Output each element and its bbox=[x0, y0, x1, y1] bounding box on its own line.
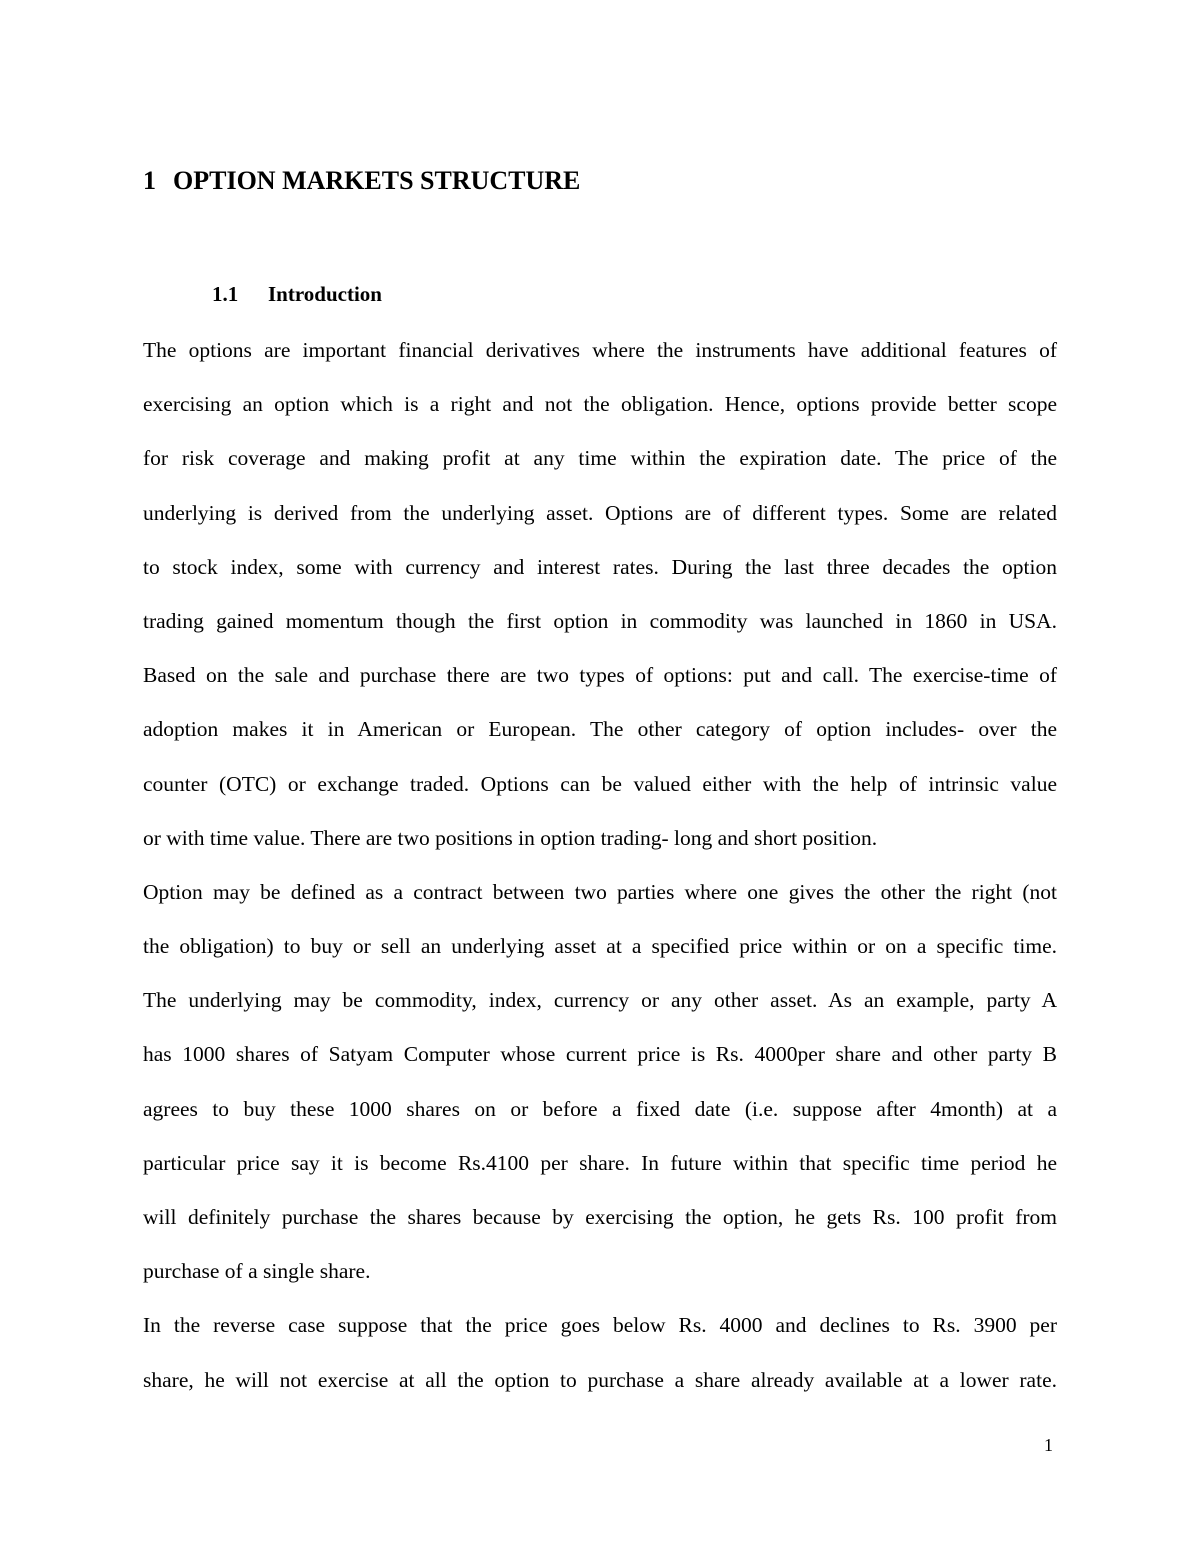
text-line: or with time value. There are two positions in option trading- long and short position. bbox=[143, 825, 878, 850]
text-line: exercising an option which is a right and not the obligation. Hence, options provide better scope bbox=[143, 392, 1057, 417]
section-heading bbox=[212, 279, 382, 309]
text-line: share, he will not exercise at all the option to purchase a share already available at a lower rate. bbox=[143, 1367, 1057, 1392]
text-line: will definitely purchase the shares because by exercising the option, he gets Rs. 100 profit from bbox=[143, 1205, 1057, 1229]
text-line: to stock index, some with currency and interest rates. During the last three decades the option bbox=[143, 554, 1057, 579]
section-number: 1.1 bbox=[212, 282, 239, 306]
chapter-heading bbox=[143, 164, 580, 198]
text-line: for risk coverage and making profit at any time within the expiration date. The price of the bbox=[143, 446, 1057, 471]
chapter-number: 1 bbox=[143, 166, 156, 195]
body-text bbox=[143, 330, 1057, 1414]
text-line: adoption makes it in American or European. The other category of option includes- over the bbox=[143, 717, 1057, 742]
page-number: 1 bbox=[1044, 1435, 1053, 1455]
text-line: The underlying may be commodity, index, currency or any other asset. As an example, party A bbox=[143, 988, 1057, 1013]
text-line: particular price say it is become Rs.4100 per share. In future within that specific time period he bbox=[143, 1150, 1057, 1175]
chapter-title: OPTION MARKETS STRUCTURE bbox=[173, 166, 581, 195]
text-line: Based on the sale and purchase there are two types of options: put and call. The exercise-time of bbox=[143, 663, 1057, 688]
text-line: trading gained momentum though the first option in commodity was launched in 1860 in USA. bbox=[143, 608, 1057, 633]
text-line: has 1000 shares of Satyam Computer whose current price is Rs. 4000per share and other party B bbox=[143, 1042, 1057, 1067]
text-line: underlying is derived from the underlying asset. Options are of different types. Some are related bbox=[143, 500, 1057, 525]
section-title: Introduction bbox=[268, 282, 382, 306]
text-line: counter (OTC) or exchange traded. Options can be valued either with the help of intrinsic value bbox=[143, 771, 1057, 796]
text-line: purchase of a single share. bbox=[143, 1259, 371, 1284]
text-line: the obligation) to buy or sell an underlying asset at a specified price within or on a specific time. bbox=[143, 934, 1057, 959]
text-line: agrees to buy these 1000 shares on or before a fixed date (i.e. suppose after 4month) at a bbox=[143, 1096, 1057, 1121]
text-line: The options are important financial derivatives where the instruments have additional features of bbox=[143, 338, 1057, 362]
text-line: Option may be defined as a contract between two parties where one gives the other the right (not bbox=[143, 879, 1057, 904]
text-line: In the reverse case suppose that the price goes below Rs. 4000 and declines to Rs. 3900 per bbox=[143, 1313, 1057, 1338]
